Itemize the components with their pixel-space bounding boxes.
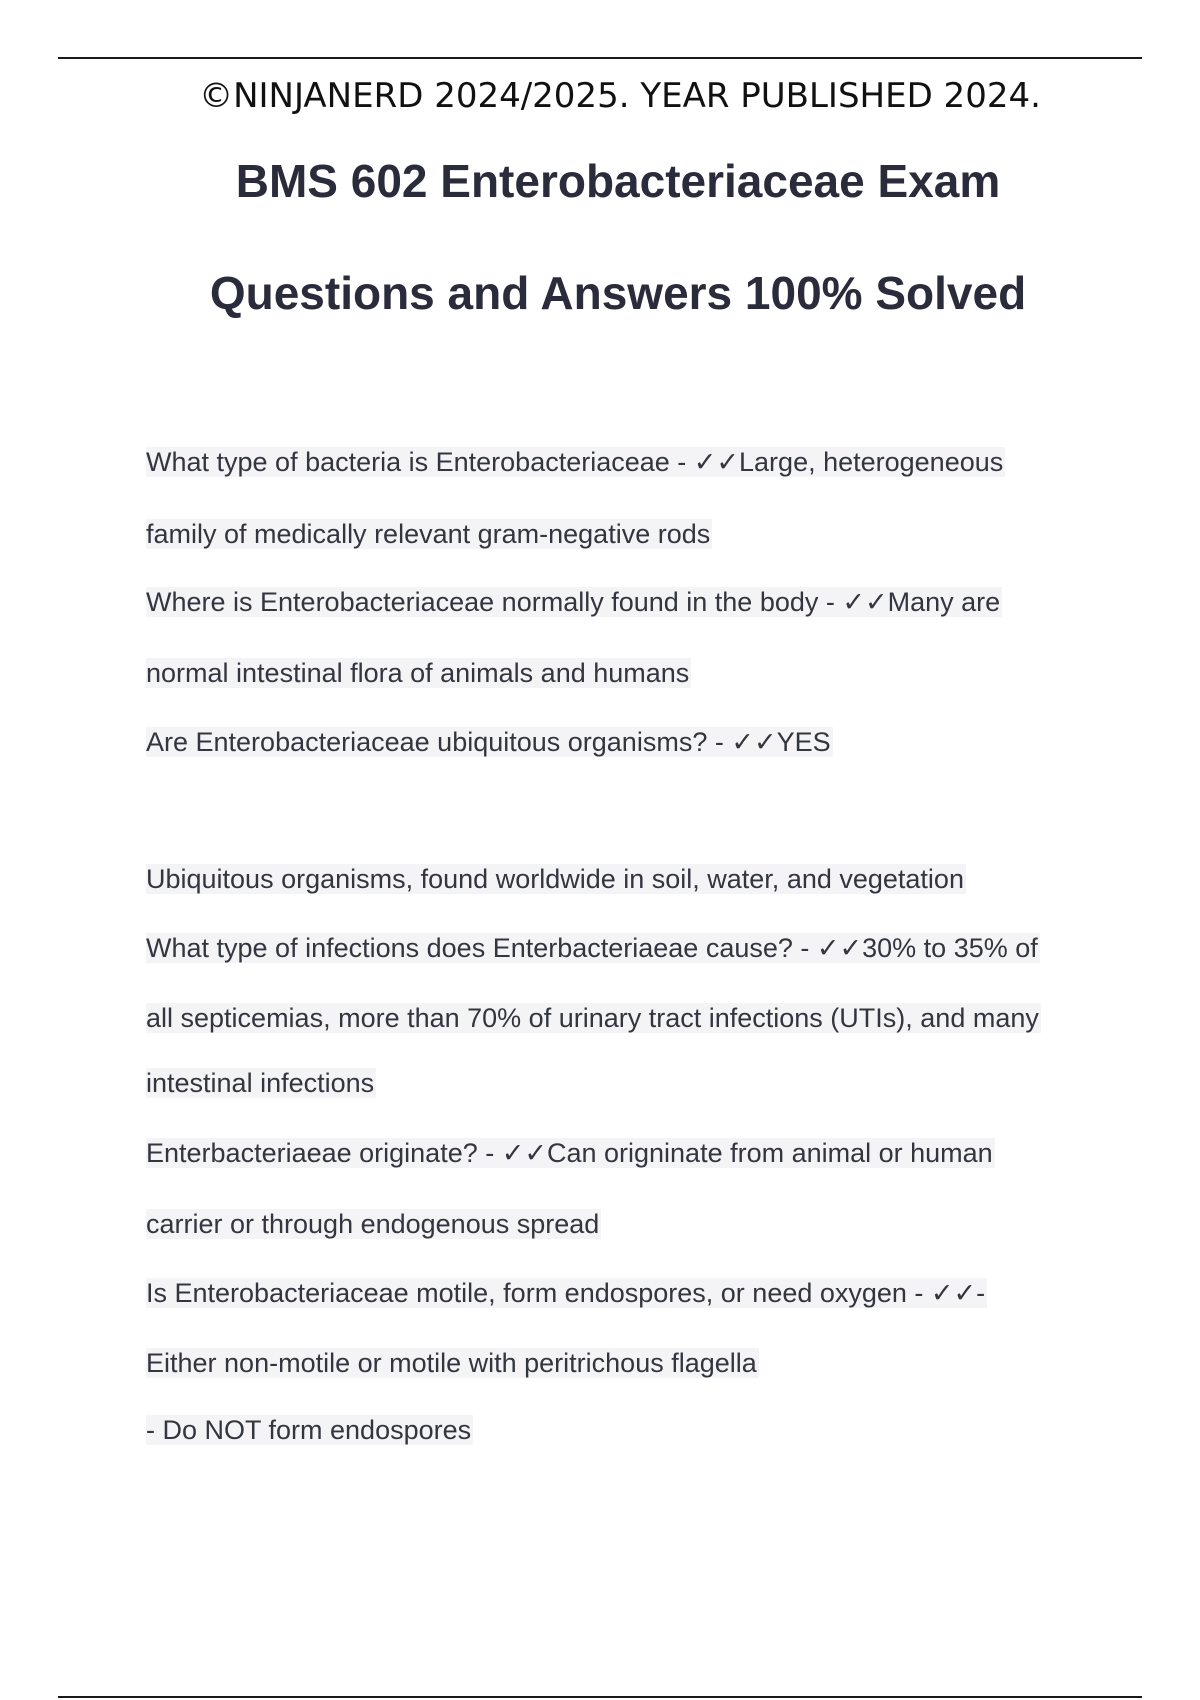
qa-line-text: Where is Enterobacteriaceae normally found in the body - ✓✓Many are xyxy=(146,587,1001,617)
qa-line-text: - Do NOT form endospores xyxy=(146,1415,472,1445)
qa-line xyxy=(146,1206,601,1242)
qa-line-text: Either non-motile or motile with peritrichous flagella xyxy=(146,1348,757,1378)
qa-line-text: What type of bacteria is Enterobacteriaceae - ✓✓Large, heterogeneous xyxy=(146,447,1004,477)
qa-line-text: intestinal infections xyxy=(146,1068,375,1098)
qa-line xyxy=(146,1412,473,1448)
qa-line xyxy=(146,516,712,552)
qa-line-text: carrier or through endogenous spread xyxy=(146,1209,600,1239)
document-title-line-2: Questions and Answers 100% Solved xyxy=(209,267,1027,319)
qa-line-text: What type of infections does Enterbacteriaeae cause? - ✓✓30% to 35% of xyxy=(146,933,1038,963)
document-title-line-1: BMS 602 Enterobacteriaceae Exam xyxy=(235,155,1001,207)
qa-line-text: Ubiquitous organisms, found worldwide in soil, water, and vegetation xyxy=(146,864,964,894)
qa-line-text: Enterbacteriaeae originate? - ✓✓Can origninate from animal or human xyxy=(146,1138,993,1168)
qa-line xyxy=(146,724,833,760)
qa-line-text: Are Enterobacteriaceae ubiquitous organisms? - ✓✓YES xyxy=(146,727,831,757)
qa-line xyxy=(146,1065,376,1101)
copyright-header: ©NINJANERD 2024/2025. YEAR PUBLISHED 2024. xyxy=(199,76,1041,116)
qa-line-text: all septicemias, more than 70% of urinary tract infections (UTIs), and many xyxy=(146,1003,1039,1033)
qa-line xyxy=(146,655,691,691)
top-rule xyxy=(58,57,1142,59)
qa-line xyxy=(146,1345,759,1381)
qa-line xyxy=(146,444,1005,480)
qa-line xyxy=(146,861,966,897)
qa-line xyxy=(146,1000,1041,1036)
qa-line-text: Is Enterobacteriaceae motile, form endospores, or need oxygen - ✓✓- xyxy=(146,1278,986,1308)
qa-line-text: family of medically relevant gram-negative rods xyxy=(146,519,711,549)
qa-line xyxy=(146,1275,987,1311)
bottom-rule xyxy=(58,1696,1142,1698)
qa-line-text: normal intestinal flora of animals and humans xyxy=(146,658,690,688)
qa-line xyxy=(146,584,1002,620)
qa-line xyxy=(146,930,1040,966)
qa-line xyxy=(146,1135,995,1171)
